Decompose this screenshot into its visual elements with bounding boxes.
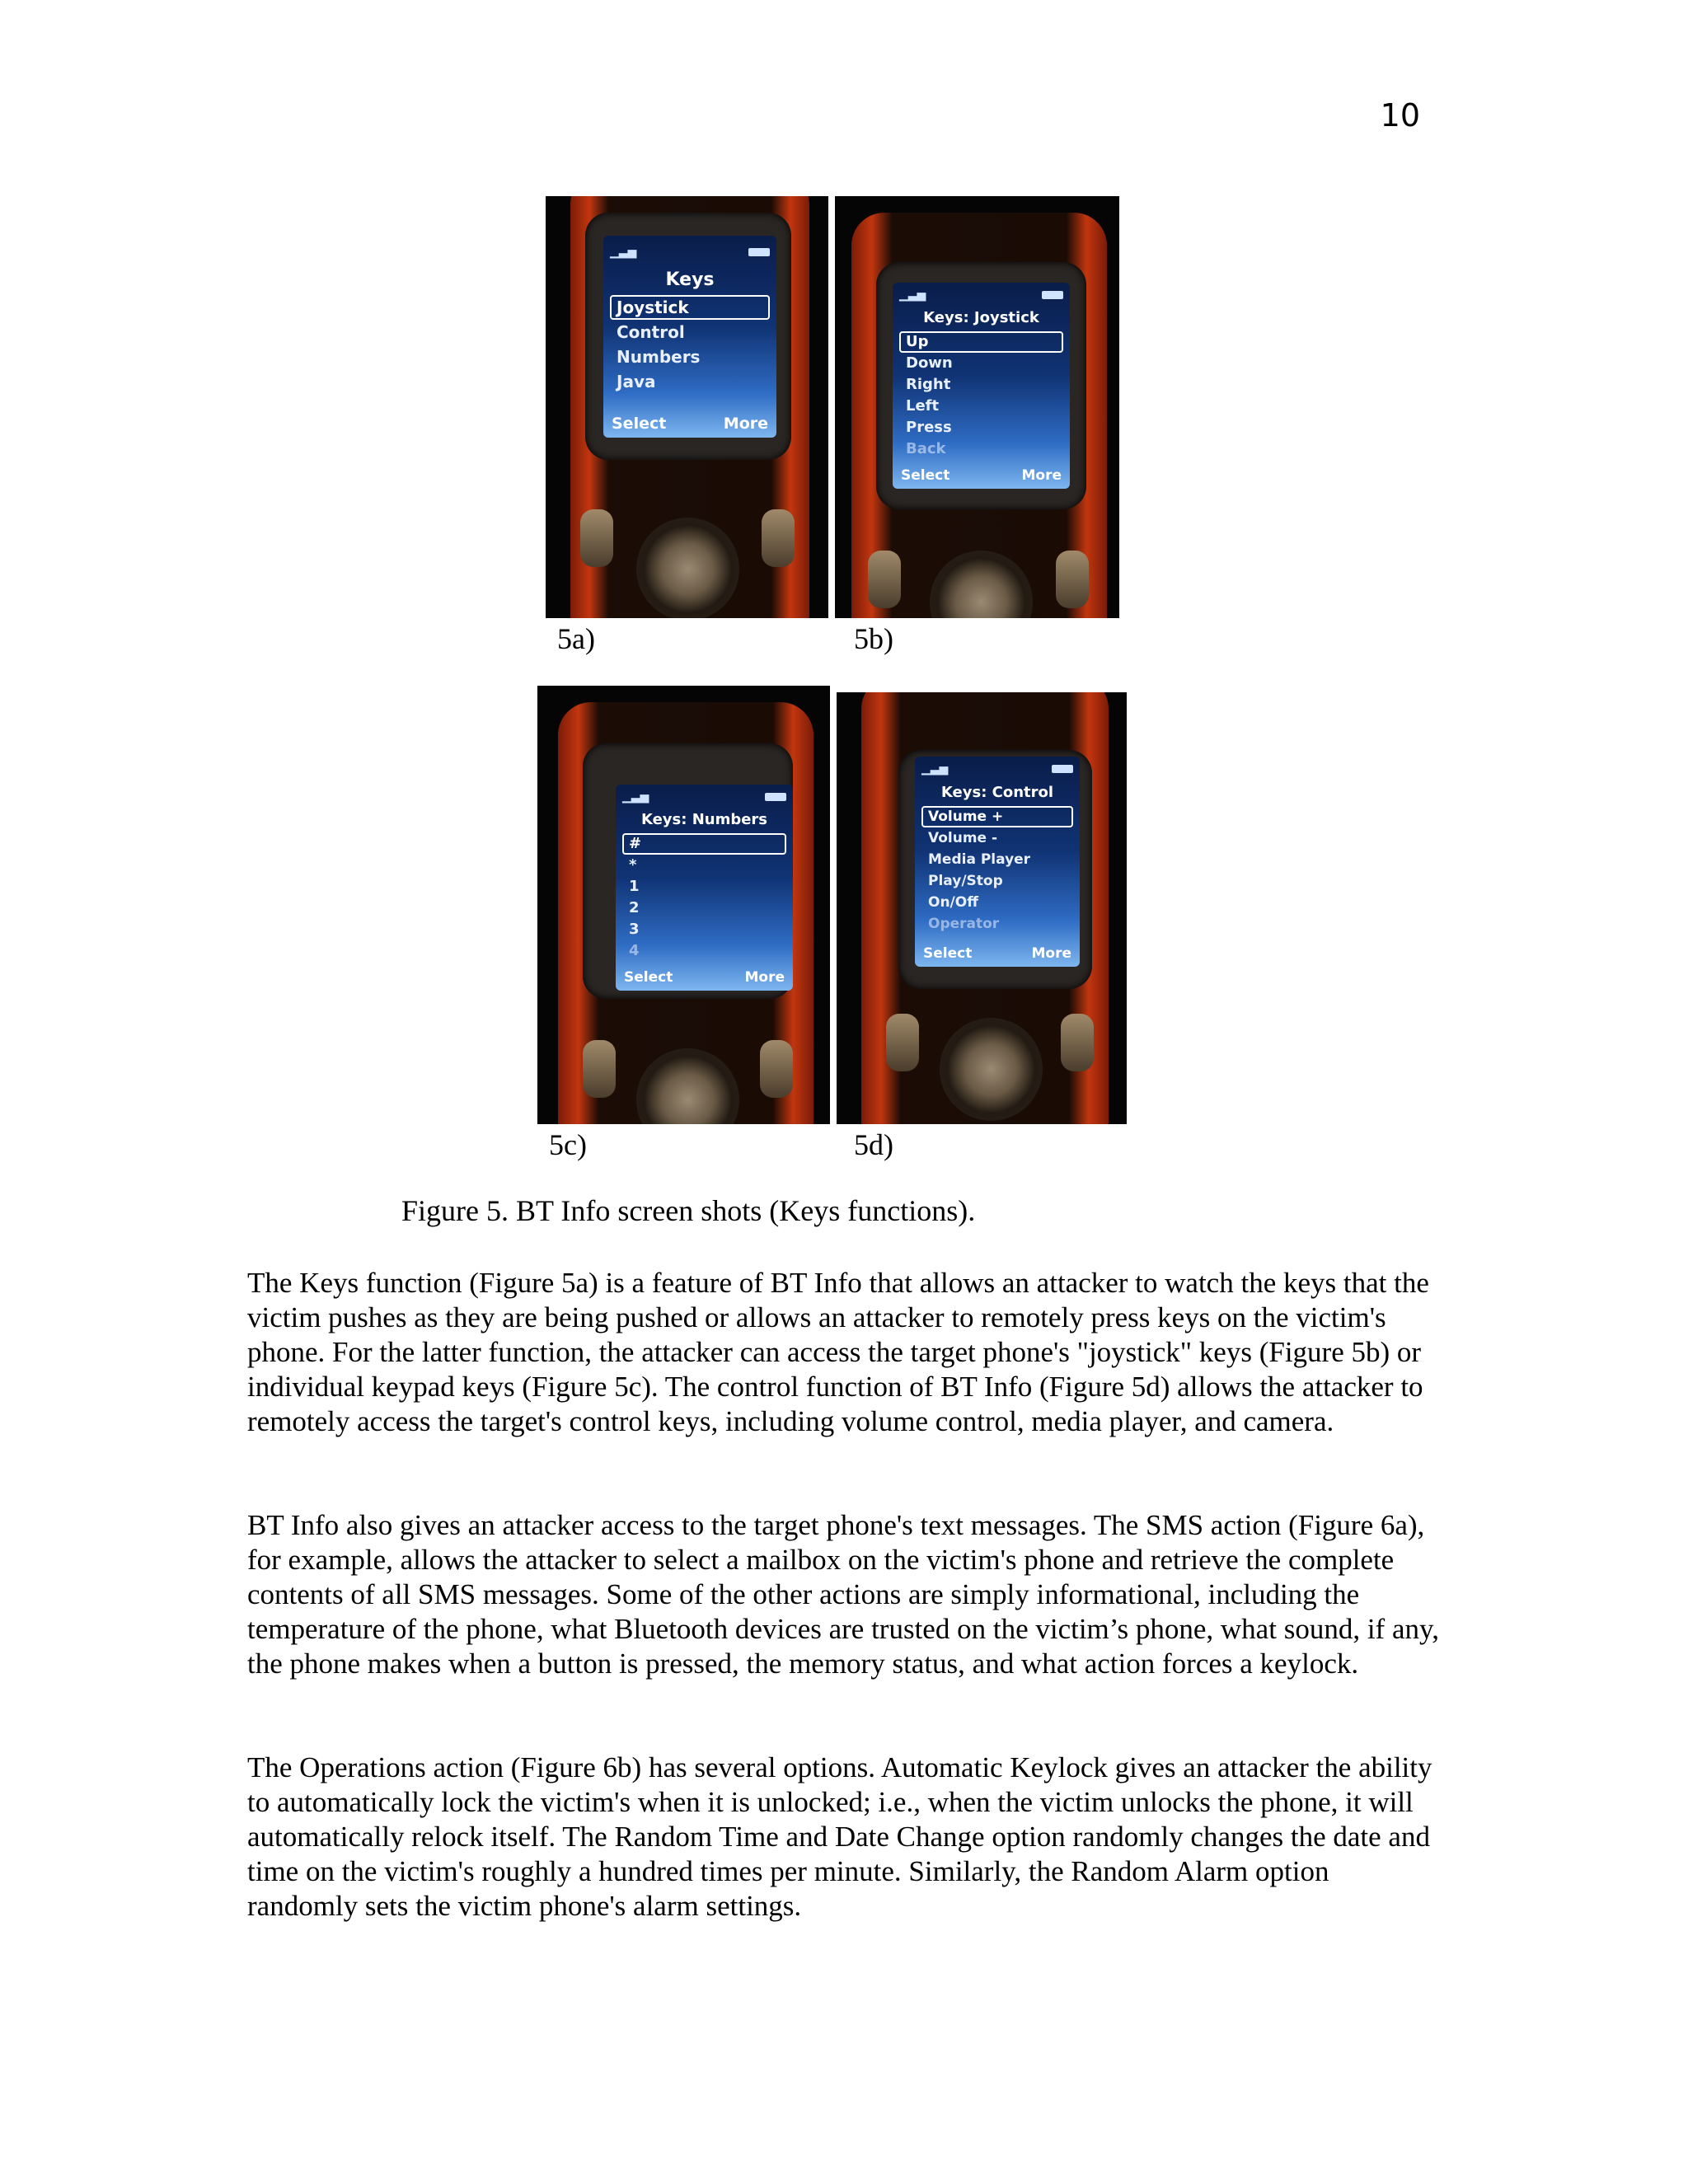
right-softkey-button bbox=[762, 509, 795, 567]
menu-item: 1 bbox=[629, 878, 640, 895]
right-softkey-button bbox=[760, 1040, 793, 1098]
menu-item: Down bbox=[906, 354, 953, 372]
menu-item: Control bbox=[617, 322, 685, 343]
softkeys bbox=[616, 969, 793, 986]
figure-5b-photo bbox=[835, 196, 1119, 618]
menu-item: Joystick bbox=[610, 295, 770, 320]
paragraph-2 bbox=[247, 1508, 1442, 1681]
figure-5b-label: 5b) bbox=[854, 622, 893, 655]
battery-icon bbox=[748, 248, 770, 256]
figure-5c-label: 5c) bbox=[549, 1128, 587, 1161]
menu-item: Volume - bbox=[928, 829, 998, 846]
menu-item: Right bbox=[906, 376, 951, 393]
softkey-select: Select bbox=[612, 415, 667, 433]
paragraph-1 bbox=[247, 1266, 1442, 1439]
figure-5d-label: 5d) bbox=[854, 1128, 893, 1161]
page-number: 10 bbox=[1380, 97, 1420, 134]
battery-icon bbox=[1052, 765, 1073, 773]
menu-item: 4 bbox=[629, 942, 640, 959]
screen-title: Keys: Control bbox=[940, 783, 1054, 801]
menu-item: Up bbox=[899, 331, 1063, 353]
phone-screen bbox=[616, 785, 793, 991]
menu-list bbox=[603, 295, 776, 394]
phone-screen bbox=[915, 757, 1080, 967]
softkeys bbox=[893, 467, 1070, 484]
menu-item: Back bbox=[906, 440, 946, 457]
status-bar bbox=[603, 236, 776, 268]
phone-screen bbox=[893, 283, 1070, 489]
menu-item: Volume + bbox=[921, 806, 1073, 827]
figure-5d-photo bbox=[837, 692, 1127, 1124]
left-softkey-button bbox=[583, 1040, 616, 1098]
phone-screen bbox=[603, 236, 776, 438]
menu-item: 2 bbox=[629, 899, 640, 916]
softkey-select: Select bbox=[624, 969, 673, 986]
softkey-more: More bbox=[1021, 467, 1062, 484]
menu-list bbox=[616, 833, 793, 962]
joystick-button bbox=[940, 1018, 1043, 1121]
screen-title: Keys: Joystick bbox=[923, 309, 1039, 326]
menu-list bbox=[893, 331, 1070, 460]
menu-list bbox=[915, 806, 1080, 935]
menu-item: Operator bbox=[928, 915, 1000, 932]
softkey-more: More bbox=[744, 969, 785, 986]
figure-5a-label: 5a) bbox=[557, 622, 595, 655]
left-softkey-button bbox=[868, 551, 901, 608]
figure-5c-photo bbox=[537, 686, 830, 1124]
signal-icon: ▁▃▅ bbox=[921, 762, 949, 776]
menu-item: * bbox=[629, 856, 637, 874]
status-bar bbox=[893, 283, 1070, 307]
menu-item: # bbox=[622, 833, 786, 855]
signal-icon: ▁▃▅ bbox=[899, 288, 926, 302]
status-bar bbox=[915, 757, 1080, 782]
menu-item: 3 bbox=[629, 921, 640, 938]
menu-item: Left bbox=[906, 397, 940, 415]
softkey-select: Select bbox=[923, 945, 973, 962]
right-softkey-button bbox=[1061, 1014, 1094, 1071]
softkeys bbox=[915, 945, 1080, 962]
softkey-select: Select bbox=[901, 467, 950, 484]
signal-icon: ▁▃▅ bbox=[610, 245, 637, 259]
screen-title: Keys bbox=[665, 269, 715, 291]
status-bar bbox=[616, 785, 793, 809]
menu-item: Numbers bbox=[617, 347, 701, 368]
signal-icon: ▁▃▅ bbox=[622, 790, 649, 804]
battery-icon bbox=[1042, 291, 1063, 299]
battery-icon bbox=[765, 793, 786, 801]
joystick-button bbox=[636, 518, 739, 618]
paragraph-text: The Operations action (Figure 6b) has several options. Automatic Keylock gives an attacker the ability to automatically lock the victim's when it is unlocked; i.e., when the victim unlocks the phone, it will automatically relock itself. The Random Time and Date Change option randomly changes the date and time on the victim's roughly a hundred times per minute. Similarly, the Random Alarm option randomly sets the victim phone's alarm settings. bbox=[247, 1751, 1432, 1922]
menu-item: Play/Stop bbox=[928, 872, 1003, 889]
left-softkey-button bbox=[580, 509, 613, 567]
paragraph-text: The Keys function (Figure 5a) is a feature of BT Info that allows an attacker to watch the keys that the victim pushes as they are being pushed or allows an attacker to remotely press keys on the victim's phone. For the latter function, the attacker can access the target phone's "joystick" keys (Figure 5b) or individual keypad keys (Figure 5c). The control function of BT Info (Figure 5d) allows the attacker to remotely access the target's control keys, including volume control, media player, and camera. bbox=[247, 1267, 1429, 1437]
figure-caption: Figure 5. BT Info screen shots (Keys functions). bbox=[401, 1194, 976, 1227]
figure-5a-photo bbox=[546, 196, 828, 618]
menu-item: On/Off bbox=[928, 893, 978, 911]
right-softkey-button bbox=[1056, 551, 1089, 608]
screen-title: Keys: Numbers bbox=[640, 811, 768, 828]
softkey-more: More bbox=[723, 415, 768, 433]
menu-item: Media Player bbox=[928, 851, 1031, 868]
left-softkey-button bbox=[886, 1014, 919, 1071]
paragraph-text: BT Info also gives an attacker access to the target phone's text messages. The SMS action (Figure 6a), for example, allows the attacker to select a mailbox on the victim's phone and retrieve the complete contents of all SMS messages. Some of the other actions are simply informational, including the temperature of the phone, what Bluetooth devices are trusted on the victim’s phone, what sound, if any, the phone makes when a button is pressed, the memory status, and what action forces a keylock. bbox=[247, 1509, 1439, 1680]
softkeys bbox=[603, 415, 776, 433]
paragraph-3 bbox=[247, 1750, 1442, 1924]
menu-item: Press bbox=[906, 419, 952, 436]
softkey-more: More bbox=[1031, 945, 1071, 962]
menu-item: Java bbox=[617, 372, 656, 392]
